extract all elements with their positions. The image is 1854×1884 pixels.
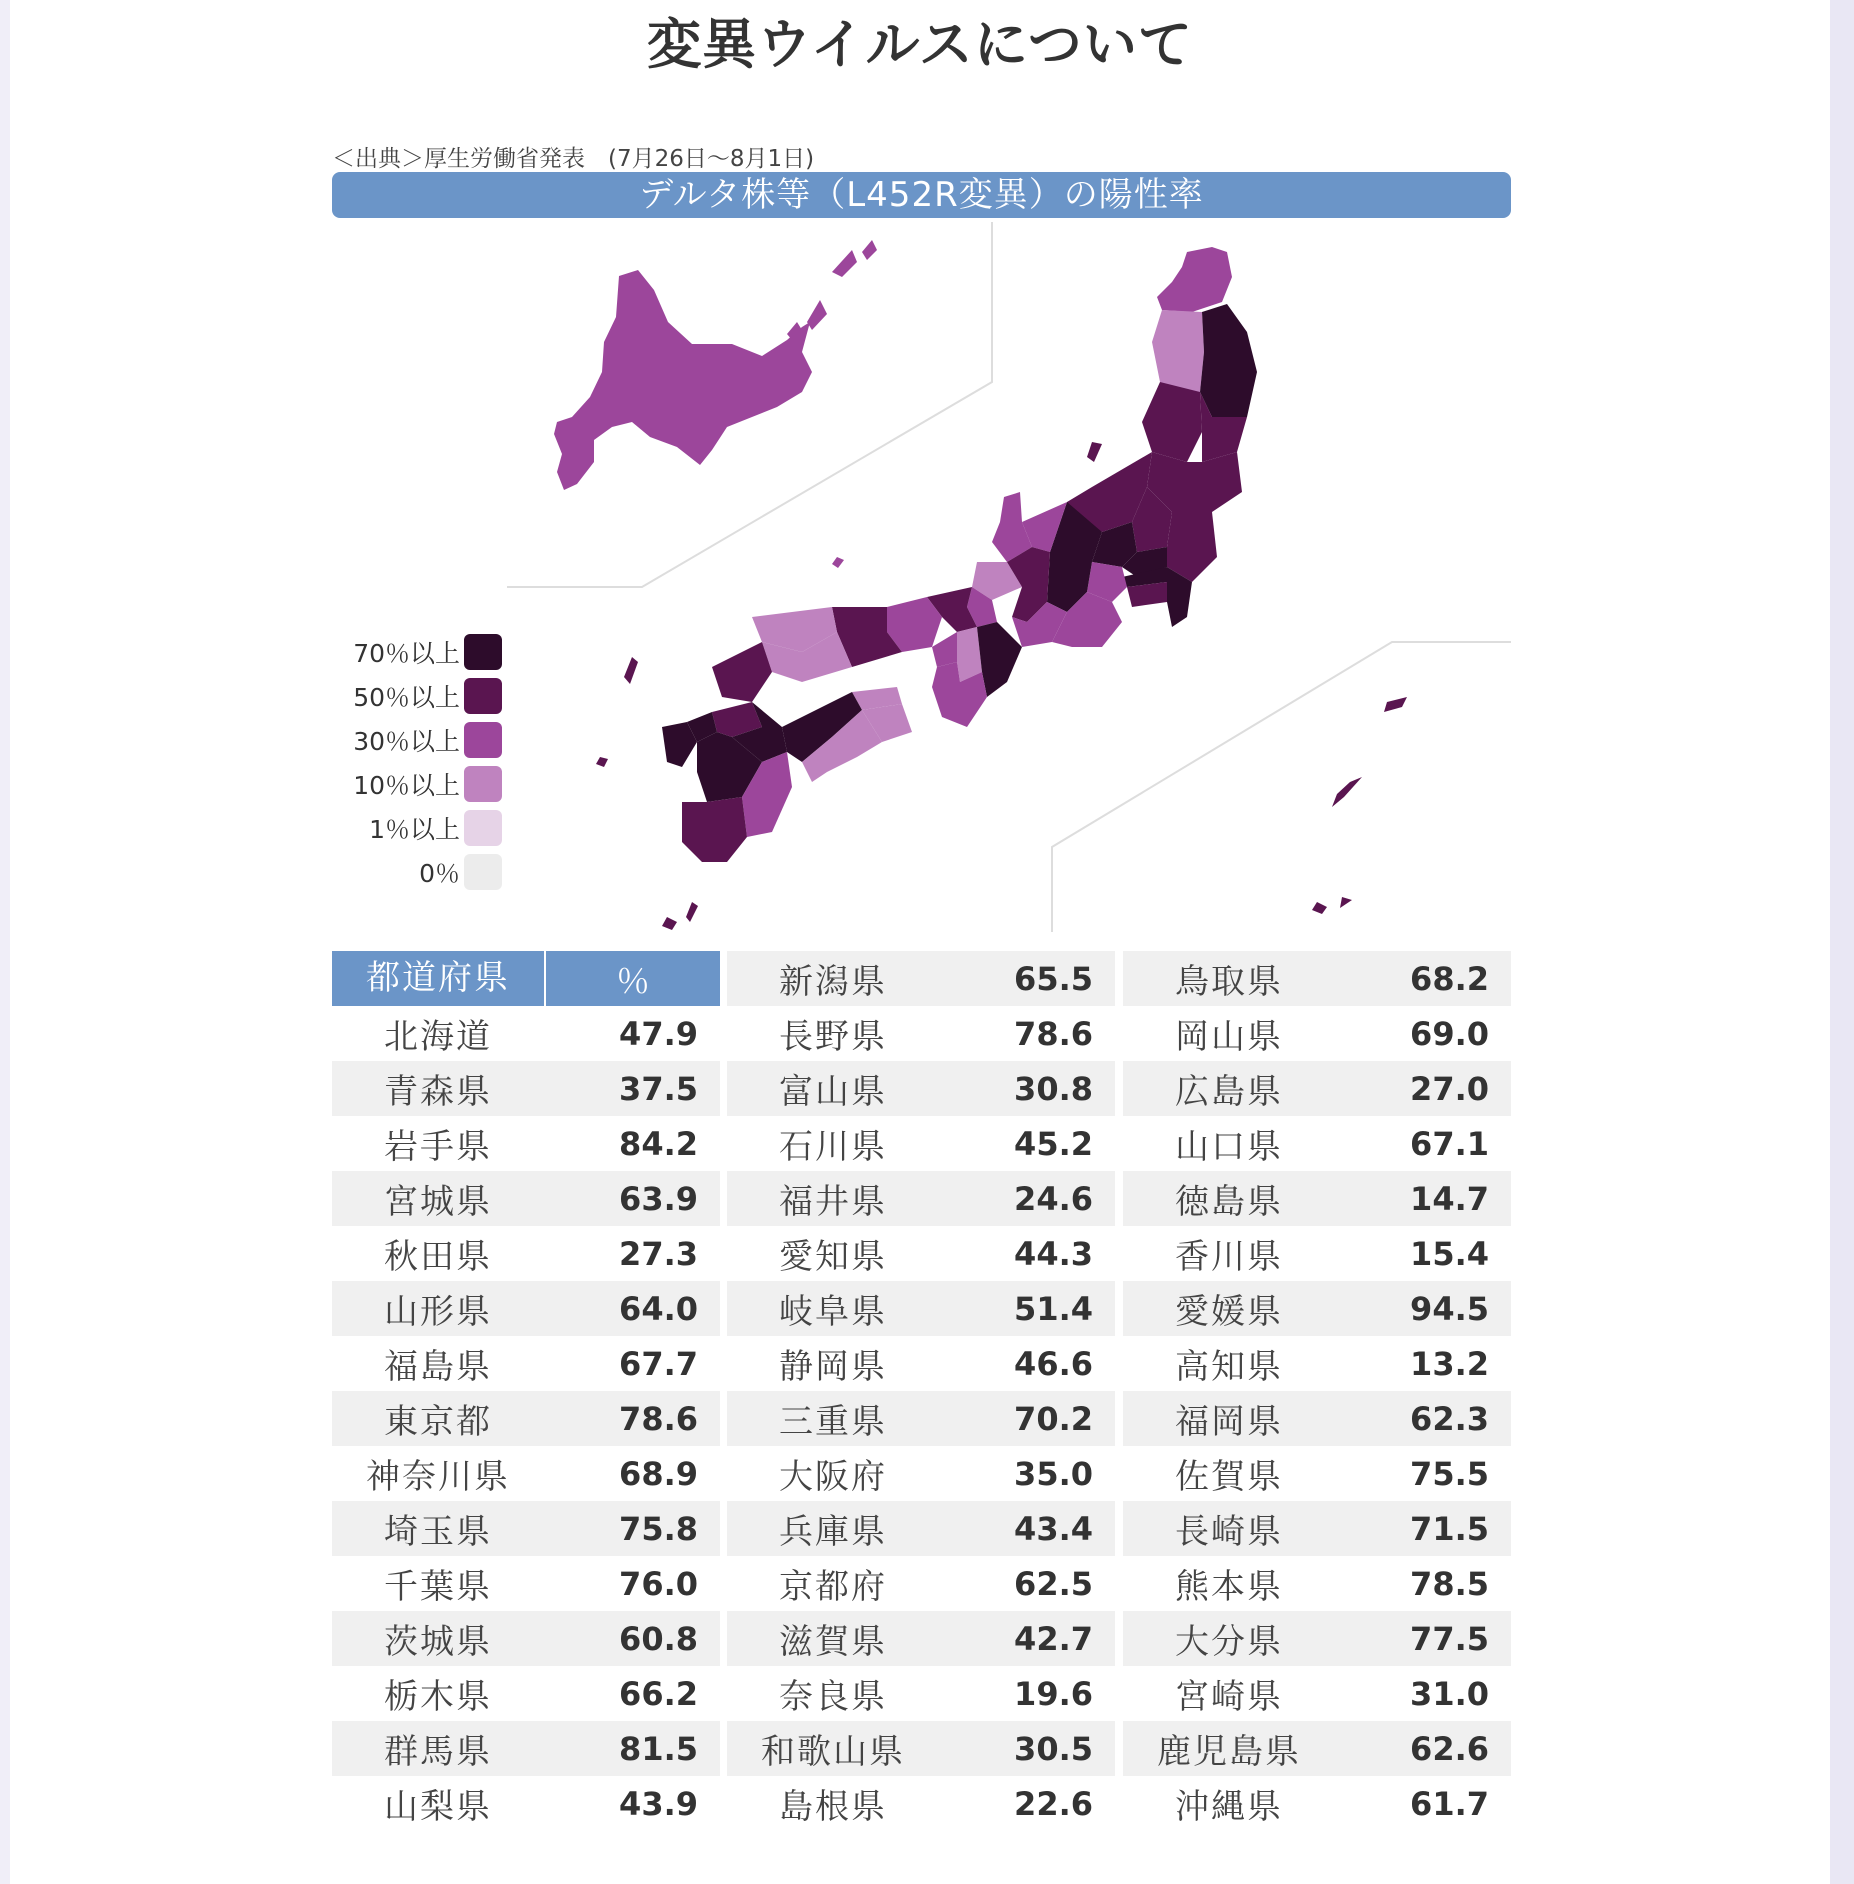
legend-swatch	[464, 766, 502, 802]
percent-value: 37.5	[619, 1069, 698, 1108]
prefecture-name: 広島県	[1175, 1072, 1283, 1112]
table-row	[332, 1116, 720, 1171]
table-row	[1123, 1171, 1511, 1226]
prefecture-name: 大分県	[1175, 1622, 1283, 1662]
prefecture-name: 愛媛県	[1175, 1292, 1283, 1332]
region-kagoshima	[682, 797, 747, 862]
prefecture-name: 高知県	[1175, 1347, 1283, 1387]
region-oki	[832, 557, 844, 568]
table-row	[727, 1556, 1115, 1611]
percent-value: 47.9	[619, 1014, 698, 1053]
table-row	[332, 1501, 720, 1556]
percent-value: 81.5	[619, 1729, 698, 1768]
table-row	[727, 1776, 1115, 1831]
prefecture-name: 岡山県	[1175, 1017, 1283, 1057]
table-row	[727, 1721, 1115, 1776]
prefecture-name: 福岡県	[1175, 1402, 1283, 1442]
percent-value: 61.7	[1410, 1784, 1489, 1823]
region-okinawa	[1312, 697, 1407, 914]
percent-value: 68.9	[619, 1454, 698, 1493]
map-legend	[332, 630, 502, 894]
legend-label: 10％以上	[353, 771, 460, 800]
prefecture-name: 三重県	[779, 1402, 887, 1442]
table-row	[1123, 1501, 1511, 1556]
table-row	[1123, 1776, 1511, 1831]
table-row	[727, 1501, 1115, 1556]
table-header	[332, 951, 720, 1006]
table-row	[1123, 1336, 1511, 1391]
page-title: 変異ウイルスについて	[647, 13, 1193, 76]
source-note: ＜出典＞厚生労働省発表 (7月26日〜8月1日)	[332, 146, 815, 172]
percent-value: 35.0	[1014, 1454, 1093, 1493]
percent-value: 62.3	[1410, 1399, 1489, 1438]
percent-value: 70.2	[1014, 1399, 1093, 1438]
percent-value: 46.6	[1014, 1344, 1093, 1383]
table-row	[1123, 1116, 1511, 1171]
table-row	[727, 1336, 1115, 1391]
prefecture-name: 兵庫県	[779, 1512, 887, 1552]
prefecture-name: 長崎県	[1175, 1512, 1283, 1552]
legend-swatch	[464, 810, 502, 846]
table-row	[332, 1226, 720, 1281]
prefecture-name: 岐阜県	[779, 1292, 887, 1332]
percent-value: 71.5	[1410, 1509, 1489, 1548]
page	[10, 0, 1830, 1884]
table-row	[1123, 1061, 1511, 1116]
percent-value: 75.5	[1410, 1454, 1489, 1493]
prefecture-name: 島根県	[779, 1787, 887, 1827]
region-sado	[1087, 442, 1102, 462]
prefecture-name: 佐賀県	[1175, 1457, 1283, 1497]
table-row	[332, 1666, 720, 1721]
table-row	[1123, 1611, 1511, 1666]
table-row	[332, 1611, 720, 1666]
table-row	[727, 1281, 1115, 1336]
prefecture-name: 福島県	[384, 1347, 492, 1387]
legend-label: 50％以上	[353, 683, 460, 712]
percent-value: 65.5	[1014, 959, 1093, 998]
prefecture-name: 福井県	[779, 1182, 887, 1222]
percent-value: 78.6	[619, 1399, 698, 1438]
legend-label: 1％以上	[369, 815, 460, 844]
region-tsushima	[624, 657, 638, 684]
table-row	[332, 1171, 720, 1226]
percent-value: 30.8	[1014, 1069, 1093, 1108]
legend-item	[332, 718, 502, 762]
legend-swatch	[464, 722, 502, 758]
legend-item	[332, 850, 502, 894]
legend-item	[332, 630, 502, 674]
percent-value: 15.4	[1410, 1234, 1489, 1273]
table-row	[332, 1721, 720, 1776]
percent-value: 42.7	[1014, 1619, 1093, 1658]
table-row	[332, 1061, 720, 1116]
prefecture-name: 青森県	[384, 1072, 492, 1112]
prefecture-name: 宮城県	[384, 1182, 492, 1222]
prefecture-name: 大阪府	[779, 1457, 887, 1497]
prefecture-name: 鳥取県	[1175, 962, 1283, 1002]
percent-value: 94.5	[1410, 1289, 1489, 1328]
percent-value: 27.3	[619, 1234, 698, 1273]
table-row	[727, 1116, 1115, 1171]
percent-value: 14.7	[1410, 1179, 1489, 1218]
prefecture-name: 茨城県	[384, 1622, 492, 1662]
page-gutter	[1830, 0, 1854, 1884]
region-hokkaido	[554, 270, 812, 490]
prefecture-name: 東京都	[384, 1402, 492, 1442]
prefecture-name: 京都府	[779, 1567, 887, 1607]
table-row	[727, 951, 1115, 1006]
chart-banner: デルタ株等（L452R変異）の陽性率	[332, 172, 1511, 218]
legend-swatch	[464, 634, 502, 670]
prefecture-name: 富山県	[779, 1072, 887, 1112]
percent-value: 78.6	[1014, 1014, 1093, 1053]
prefecture-name: 栃木県	[384, 1677, 492, 1717]
percent-value: 75.8	[619, 1509, 698, 1548]
prefecture-name: 鹿児島県	[1157, 1732, 1301, 1772]
table-row	[727, 1061, 1115, 1116]
table-row	[332, 1006, 720, 1061]
percent-value: 77.5	[1410, 1619, 1489, 1658]
percent-value: 63.9	[619, 1179, 698, 1218]
legend-item	[332, 762, 502, 806]
percent-value: 22.6	[1014, 1784, 1093, 1823]
percent-value: 62.6	[1410, 1729, 1489, 1768]
percent-value: 67.1	[1410, 1124, 1489, 1163]
region-yamaguchi	[712, 642, 772, 702]
header-prefecture: 都道府県	[332, 951, 546, 1006]
legend-swatch	[464, 678, 502, 714]
prefecture-name: 埼玉県	[384, 1512, 492, 1552]
percent-value: 76.0	[619, 1564, 698, 1603]
header-percent: ％	[616, 962, 650, 1002]
table-row	[332, 1776, 720, 1831]
percent-value: 78.5	[1410, 1564, 1489, 1603]
table-row	[1123, 1226, 1511, 1281]
percent-value: 43.4	[1014, 1509, 1093, 1548]
table-column-3	[1123, 951, 1511, 1831]
prefecture-name: 和歌山県	[761, 1732, 905, 1772]
table-row	[332, 1281, 720, 1336]
region-goto	[596, 757, 608, 767]
prefecture-name: 沖縄県	[1175, 1787, 1283, 1827]
prefecture-name: 千葉県	[384, 1567, 492, 1607]
percent-value: 69.0	[1410, 1014, 1489, 1053]
okinawa-inset-line	[1052, 642, 1511, 932]
prefecture-name: 長野県	[779, 1017, 887, 1057]
prefecture-name: 香川県	[1175, 1237, 1283, 1277]
prefecture-name: 新潟県	[779, 962, 887, 1002]
percent-value: 60.8	[619, 1619, 698, 1658]
prefecture-name: 徳島県	[1175, 1182, 1283, 1222]
region-tottori	[832, 607, 887, 632]
table-row	[332, 1446, 720, 1501]
prefecture-name: 石川県	[779, 1127, 887, 1167]
table-row	[727, 1171, 1115, 1226]
percent-value: 13.2	[1410, 1344, 1489, 1383]
percent-value: 67.7	[619, 1344, 698, 1383]
region-iwate	[1200, 304, 1257, 417]
table-row	[727, 1611, 1115, 1666]
table-row	[1123, 1446, 1511, 1501]
table-column-1	[332, 951, 720, 1831]
table-row	[1123, 1006, 1511, 1061]
prefecture-name: 滋賀県	[779, 1622, 887, 1662]
percent-value: 45.2	[1014, 1124, 1093, 1163]
prefecture-name: 神奈川県	[366, 1457, 510, 1497]
region-osaka	[932, 632, 957, 667]
legend-swatch	[464, 854, 502, 890]
table-row	[727, 1666, 1115, 1721]
table-column-2	[727, 951, 1115, 1831]
prefecture-name: 静岡県	[779, 1347, 887, 1387]
percent-value: 44.3	[1014, 1234, 1093, 1273]
prefecture-name: 山梨県	[384, 1787, 492, 1827]
percent-value: 19.6	[1014, 1674, 1093, 1713]
table-row	[1123, 1281, 1511, 1336]
prefecture-name: 山形県	[384, 1292, 492, 1332]
percent-value: 84.2	[619, 1124, 698, 1163]
table-row	[1123, 951, 1511, 1006]
percent-value: 68.2	[1410, 959, 1489, 998]
prefecture-name: 群馬県	[384, 1732, 492, 1772]
table-row	[332, 1391, 720, 1446]
prefecture-name: 宮崎県	[1175, 1677, 1283, 1717]
table-row	[332, 1336, 720, 1391]
percent-value: 64.0	[619, 1289, 698, 1328]
prefecture-name: 山口県	[1175, 1127, 1283, 1167]
table-row	[727, 1006, 1115, 1061]
table-row	[1123, 1721, 1511, 1776]
prefecture-name: 秋田県	[384, 1237, 492, 1277]
table-row	[727, 1391, 1115, 1446]
table-row	[1123, 1666, 1511, 1721]
percent-value: 51.4	[1014, 1289, 1093, 1328]
region-yakushima	[662, 902, 698, 930]
percent-value: 30.5	[1014, 1729, 1093, 1768]
percent-value: 62.5	[1014, 1564, 1093, 1603]
legend-label: 70％以上	[353, 639, 460, 668]
percent-value: 66.2	[619, 1674, 698, 1713]
prefecture-name: 奈良県	[779, 1677, 887, 1717]
table-row	[727, 1446, 1115, 1501]
table-row	[1123, 1556, 1511, 1611]
percent-value: 24.6	[1014, 1179, 1093, 1218]
region-yamagata	[1142, 382, 1202, 462]
table-row	[1123, 1391, 1511, 1446]
percent-value: 27.0	[1410, 1069, 1489, 1108]
prefecture-name: 岩手県	[384, 1127, 492, 1167]
percent-value: 31.0	[1410, 1674, 1489, 1713]
table-row	[332, 1556, 720, 1611]
legend-label: 0％	[419, 859, 460, 888]
legend-label: 30％以上	[353, 727, 460, 756]
table-row	[727, 1226, 1115, 1281]
legend-item	[332, 674, 502, 718]
prefecture-name: 愛知県	[779, 1237, 887, 1277]
legend-item	[332, 806, 502, 850]
japan-choropleth-map	[332, 222, 1511, 932]
percent-value: 43.9	[619, 1784, 698, 1823]
prefecture-name: 北海道	[384, 1017, 492, 1057]
region-aomori	[1157, 247, 1232, 312]
prefecture-name: 熊本県	[1175, 1567, 1283, 1607]
